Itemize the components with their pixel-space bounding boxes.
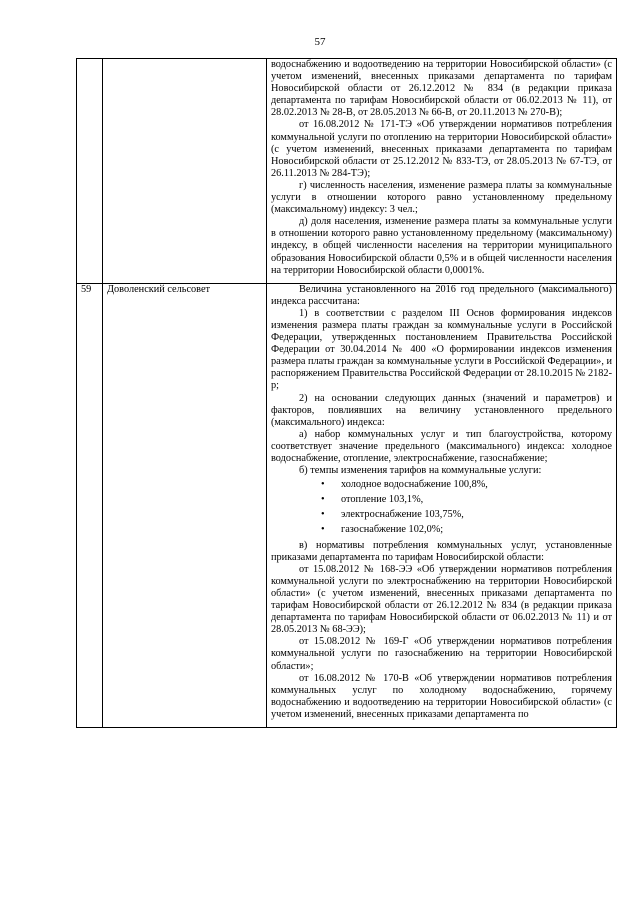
table-row <box>77 59 617 284</box>
row-text-cell <box>267 283 617 727</box>
document-table <box>76 58 617 728</box>
paragraph: д) доля населения, изменение размера платы за коммунальные услуги в отношении которого равно установленному предельному (максимальному) индексу, в общей численности населения на территории муниципального образования Новосибирской области 0,5% и в общей численности населения на территории Новосибирской области 0,0001%. <box>271 216 612 276</box>
bullet-item: • электроснабжение 103,75%, <box>271 509 612 521</box>
paragraph: Величина установленного на 2016 год предельного (максимального) индекса рассчитана: <box>271 283 612 307</box>
table-row <box>77 283 617 727</box>
paragraph: от 15.08.2012 № 169-Г «Об утверждении нормативов потребления коммунальной услуги по газоснабжению на территории Новосибирской области»; <box>271 636 612 672</box>
paragraph: от 16.08.2012 № 170-В «Об утверждении нормативов потребления коммунальных услуг по холодному водоснабжению, горячему водоснабжению и водоотведению на территории Новосибирской области» (с учетом изменений, внесенных приказами департамента по <box>271 672 612 720</box>
municipality-name-cell: Доволенский сельсовет <box>103 283 267 727</box>
row-text-cell <box>267 59 617 284</box>
bullet-item: • холодное водоснабжение 100,8%, <box>271 479 612 491</box>
bullet-item: • газоснабжение 102,0%; <box>271 524 612 536</box>
paragraph: 1) в соответствии с разделом III Основ формирования индексов изменения размера платы граждан за коммунальные услуги в Российской Федерации, утвержденных постановлением Правительства Российской Федерации от 30.04.2014 № 400 «О формировании индексов изменения размера платы граждан за коммунальные услуги в Российской Федерации», и распоряжением Правительства Российской Федерации от 28.10.2015 № 2182-р; <box>271 307 612 392</box>
paragraph: от 15.08.2012 № 168-ЭЭ «Об утверждении нормативов потребления коммунальной услуги по электроснабжению на территории Новосибирской области» (с учетом изменений, внесенных приказами департамента по тарифам Новосибирской области от 26.12.2012 № 834 (в редакции приказа департамента по тарифам Новосибирской области от 06.02.2013 № 11) и от 28.05.2013 № 68-ЭЭ); <box>271 563 612 636</box>
paragraph: водоснабжению и водоотведению на территории Новосибирской области» (с учетом изменений, внесенных приказами департамента по тарифам Новосибирской области от 26.12.2012 № 834 (в редакции приказа департамента по тарифам Новосибирской области от 06.02.2013 № 11), от 28.02.2013 № 28-В, от 28.05.2013 № 66-В, от 20.11.2013 № 270-В); <box>271 59 612 119</box>
paragraph: б) темпы изменения тарифов на коммунальные услуги: <box>299 465 542 477</box>
paragraph: г) численность населения, изменение размера платы за коммунальные услуги в отношении которого равно установленному предельному (максимальному) индексу: 3 чел.; <box>271 179 612 216</box>
municipality-name-cell <box>103 59 267 284</box>
paragraph: 2) на основании следующих данных (значений и параметров) и факторов, повлиявших на величину установленного предельного (максимального) индекса: <box>271 392 612 428</box>
paragraph: от 16.08.2012 № 171-ТЭ «Об утверждении нормативов потребления коммунальной услуги по отоплению на территории Новосибирской области» (с учетом изменений, внесенных приказами департамента по тарифам Новосибирской области от 25.12.2012 № 833-ТЭ, от 28.05.2013 № 67-ТЭ, от 26.11.2013 № 284-ТЭ); <box>271 119 612 179</box>
tariff-bullet-list <box>271 479 612 536</box>
bullet-item: • отопление 103,1%, <box>271 494 612 506</box>
row-number-cell: 59 <box>77 283 103 727</box>
row-number-cell <box>77 59 103 284</box>
page-number: 57 <box>314 36 326 48</box>
paragraph: а) набор коммунальных услуг и тип благоустройства, которому соответствует значение предельного (максимального) индекса: холодное водоснабжение, отопление, электроснабжение, газоснабжение; <box>271 428 612 464</box>
paragraph: в) нормативы потребления коммунальных услуг, установленные приказами департамента по тарифам Новосибирской области: <box>271 539 612 563</box>
